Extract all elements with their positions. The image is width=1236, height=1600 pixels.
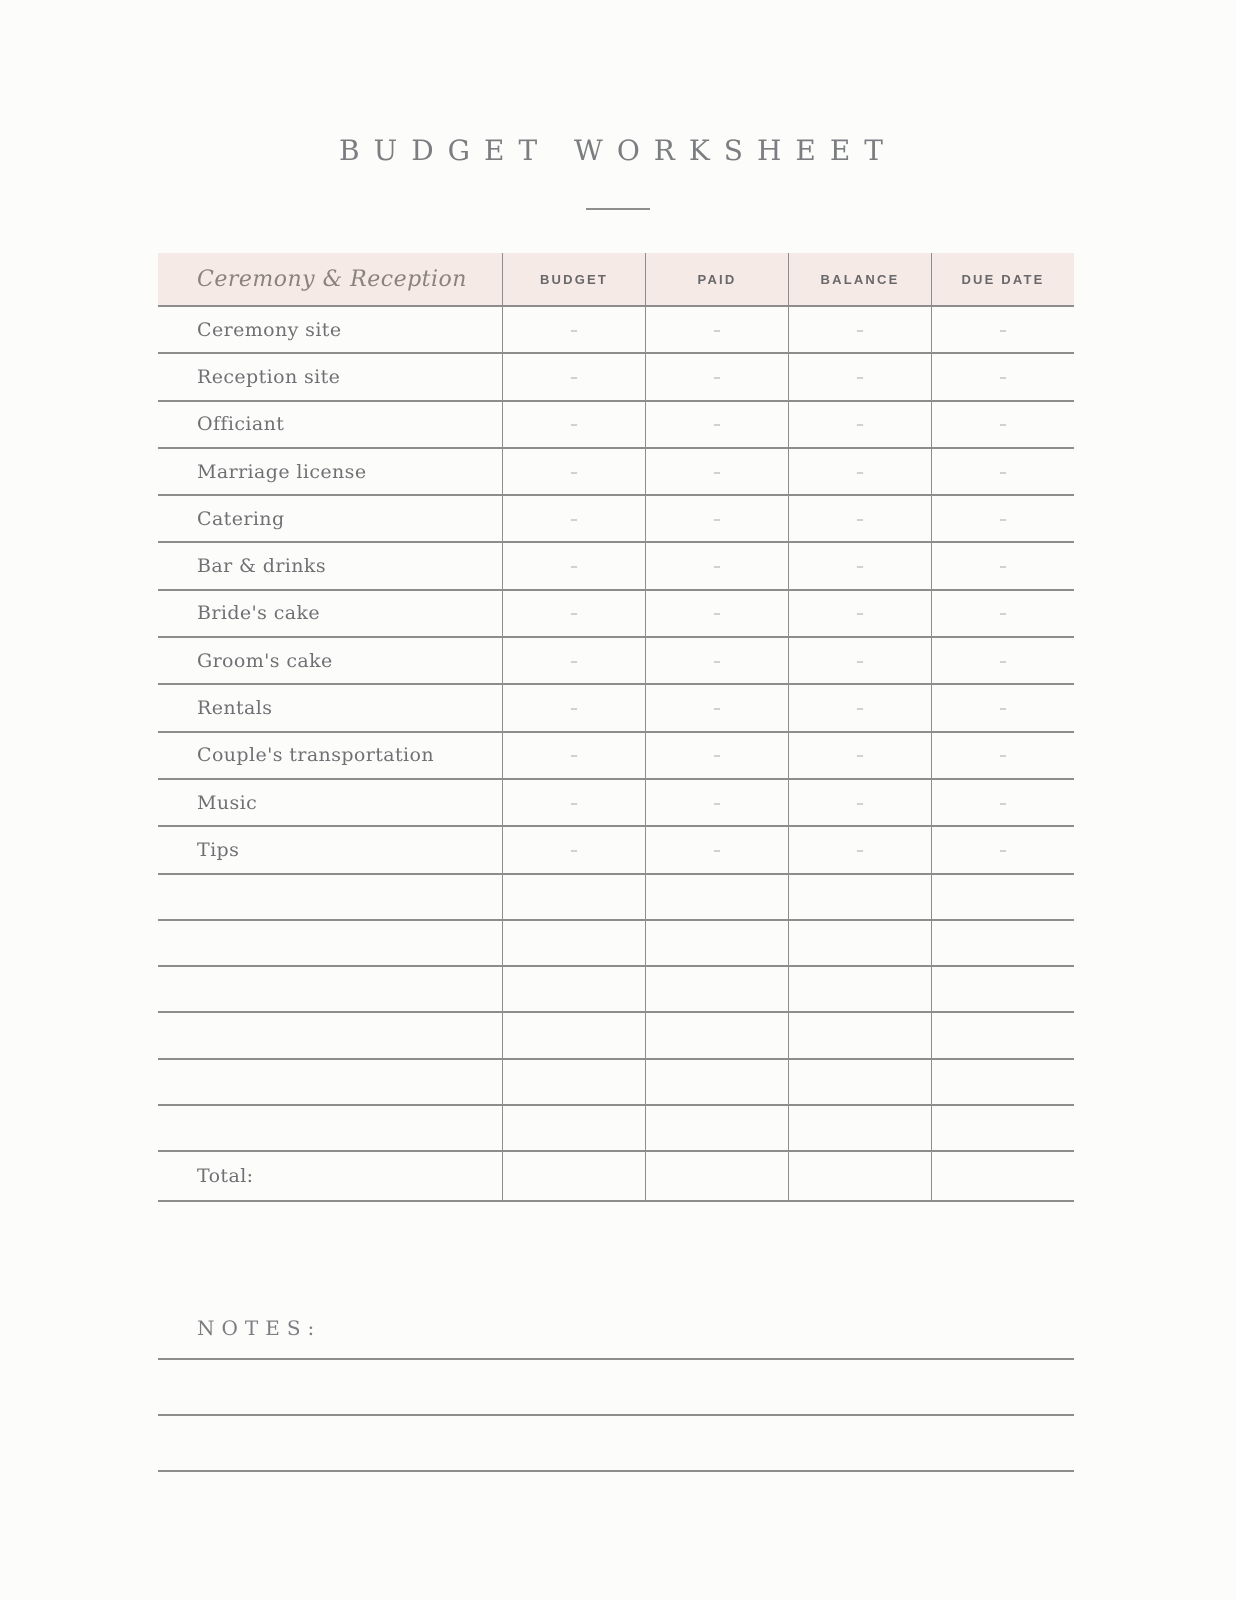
empty-value-cell	[645, 967, 788, 1011]
table-header-row	[158, 253, 1074, 307]
table-body	[158, 307, 1074, 1202]
table-row	[158, 638, 1074, 685]
row-value-cell: –	[502, 543, 645, 588]
row-value-cell: –	[502, 307, 645, 352]
row-label: Catering	[197, 507, 285, 530]
empty-value-cell	[931, 921, 1074, 965]
row-value-cell: –	[788, 780, 931, 825]
empty-value-cell	[502, 1060, 645, 1104]
row-label: Officiant	[197, 413, 285, 436]
row-value-cell: –	[645, 638, 788, 683]
row-value-cell: –	[931, 449, 1074, 494]
row-value-cell: –	[931, 543, 1074, 588]
empty-value-cell	[502, 1106, 645, 1150]
row-label: Reception site	[197, 365, 341, 388]
row-label: Music	[197, 791, 258, 814]
row-value-cell: –	[502, 402, 645, 447]
empty-label-cell	[158, 1060, 502, 1104]
table-row	[158, 354, 1074, 401]
row-value-cell: –	[645, 685, 788, 730]
row-value-cell: –	[788, 307, 931, 352]
row-value-cell: –	[931, 402, 1074, 447]
row-label: Marriage license	[197, 460, 367, 483]
row-value-cell: –	[645, 780, 788, 825]
row-value-cell: –	[931, 307, 1074, 352]
table-row	[158, 733, 1074, 780]
row-label: Bar & drinks	[197, 555, 326, 578]
notes-lines	[158, 1358, 1074, 1526]
total-label: Total:	[197, 1165, 254, 1188]
row-label: Ceremony site	[197, 318, 342, 341]
budget-table	[158, 253, 1074, 1202]
table-row	[158, 591, 1074, 638]
row-value-cell: –	[502, 733, 645, 778]
notes-rule-line	[158, 1414, 1074, 1470]
row-value-cell: –	[931, 827, 1074, 872]
row-value-cell: –	[645, 496, 788, 541]
row-value-cell: –	[502, 496, 645, 541]
row-value-cell: –	[788, 827, 931, 872]
row-value-cell: –	[645, 402, 788, 447]
row-value-cell: –	[788, 449, 931, 494]
empty-value-cell	[645, 1060, 788, 1104]
table-row	[158, 543, 1074, 590]
table-row	[158, 496, 1074, 543]
empty-table-row	[158, 875, 1074, 921]
row-value-cell: –	[931, 638, 1074, 683]
table-row	[158, 307, 1074, 354]
row-value-cell: –	[788, 591, 931, 636]
row-value-cell: –	[502, 638, 645, 683]
empty-value-cell	[645, 1013, 788, 1057]
notes-label: NOTES:	[197, 1316, 322, 1340]
row-value-cell: –	[931, 496, 1074, 541]
empty-value-cell	[788, 1060, 931, 1104]
total-value-cell	[645, 1152, 788, 1200]
empty-value-cell	[788, 967, 931, 1011]
row-value-cell: –	[788, 496, 931, 541]
column-header-budget: BUDGET	[502, 253, 645, 305]
column-header-due-date: DUE DATE	[931, 253, 1074, 305]
empty-value-cell	[645, 875, 788, 919]
table-row	[158, 685, 1074, 732]
row-label: Rentals	[197, 697, 273, 720]
row-value-cell: –	[645, 591, 788, 636]
empty-table-row	[158, 1013, 1074, 1059]
row-value-cell: –	[502, 685, 645, 730]
notes-rule-line	[158, 1470, 1074, 1526]
table-row	[158, 827, 1074, 874]
row-value-cell: –	[645, 543, 788, 588]
empty-value-cell	[788, 1013, 931, 1057]
row-value-cell: –	[502, 354, 645, 399]
empty-label-cell	[158, 875, 502, 919]
table-row	[158, 780, 1074, 827]
row-label: Couple's transportation	[197, 744, 434, 767]
empty-value-cell	[931, 875, 1074, 919]
total-row	[158, 1152, 1074, 1202]
row-value-cell: –	[645, 354, 788, 399]
row-value-cell: –	[788, 354, 931, 399]
empty-value-cell	[931, 1013, 1074, 1057]
row-value-cell: –	[645, 827, 788, 872]
row-value-cell: –	[931, 354, 1074, 399]
empty-value-cell	[788, 1106, 931, 1150]
empty-value-cell	[645, 921, 788, 965]
row-value-cell: –	[502, 827, 645, 872]
empty-label-cell	[158, 1106, 502, 1150]
row-label: Groom's cake	[197, 649, 333, 672]
total-value-cell	[502, 1152, 645, 1200]
column-header-paid: PAID	[645, 253, 788, 305]
row-value-cell: –	[931, 685, 1074, 730]
empty-value-cell	[502, 921, 645, 965]
row-value-cell: –	[502, 780, 645, 825]
row-value-cell: –	[788, 402, 931, 447]
empty-label-cell	[158, 921, 502, 965]
empty-table-row	[158, 967, 1074, 1013]
empty-label-cell	[158, 967, 502, 1011]
notes-rule-line	[158, 1358, 1074, 1414]
empty-value-cell	[502, 967, 645, 1011]
row-value-cell: –	[931, 591, 1074, 636]
page-title: BUDGET WORKSHEET	[339, 134, 897, 167]
row-value-cell: –	[502, 591, 645, 636]
row-value-cell: –	[788, 543, 931, 588]
empty-value-cell	[645, 1106, 788, 1150]
empty-value-cell	[788, 921, 931, 965]
empty-value-cell	[931, 967, 1074, 1011]
row-value-cell: –	[645, 733, 788, 778]
empty-value-cell	[788, 875, 931, 919]
empty-value-cell	[931, 1060, 1074, 1104]
row-value-cell: –	[645, 449, 788, 494]
row-label: Tips	[197, 838, 240, 861]
table-row	[158, 402, 1074, 449]
row-value-cell: –	[502, 449, 645, 494]
section-title: Ceremony & Reception	[197, 266, 467, 292]
row-label: Bride's cake	[197, 602, 321, 625]
row-value-cell: –	[788, 685, 931, 730]
column-header-balance: BALANCE	[788, 253, 931, 305]
empty-table-row	[158, 1106, 1074, 1152]
table-row	[158, 449, 1074, 496]
empty-table-row	[158, 921, 1074, 967]
empty-value-cell	[502, 875, 645, 919]
total-value-cell	[788, 1152, 931, 1200]
empty-table-row	[158, 1060, 1074, 1106]
empty-value-cell	[502, 1013, 645, 1057]
row-value-cell: –	[788, 638, 931, 683]
total-value-cell	[931, 1152, 1074, 1200]
row-value-cell: –	[931, 733, 1074, 778]
empty-label-cell	[158, 1013, 502, 1057]
row-value-cell: –	[788, 733, 931, 778]
title-divider	[586, 208, 650, 210]
empty-value-cell	[931, 1106, 1074, 1150]
row-value-cell: –	[645, 307, 788, 352]
row-value-cell: –	[931, 780, 1074, 825]
